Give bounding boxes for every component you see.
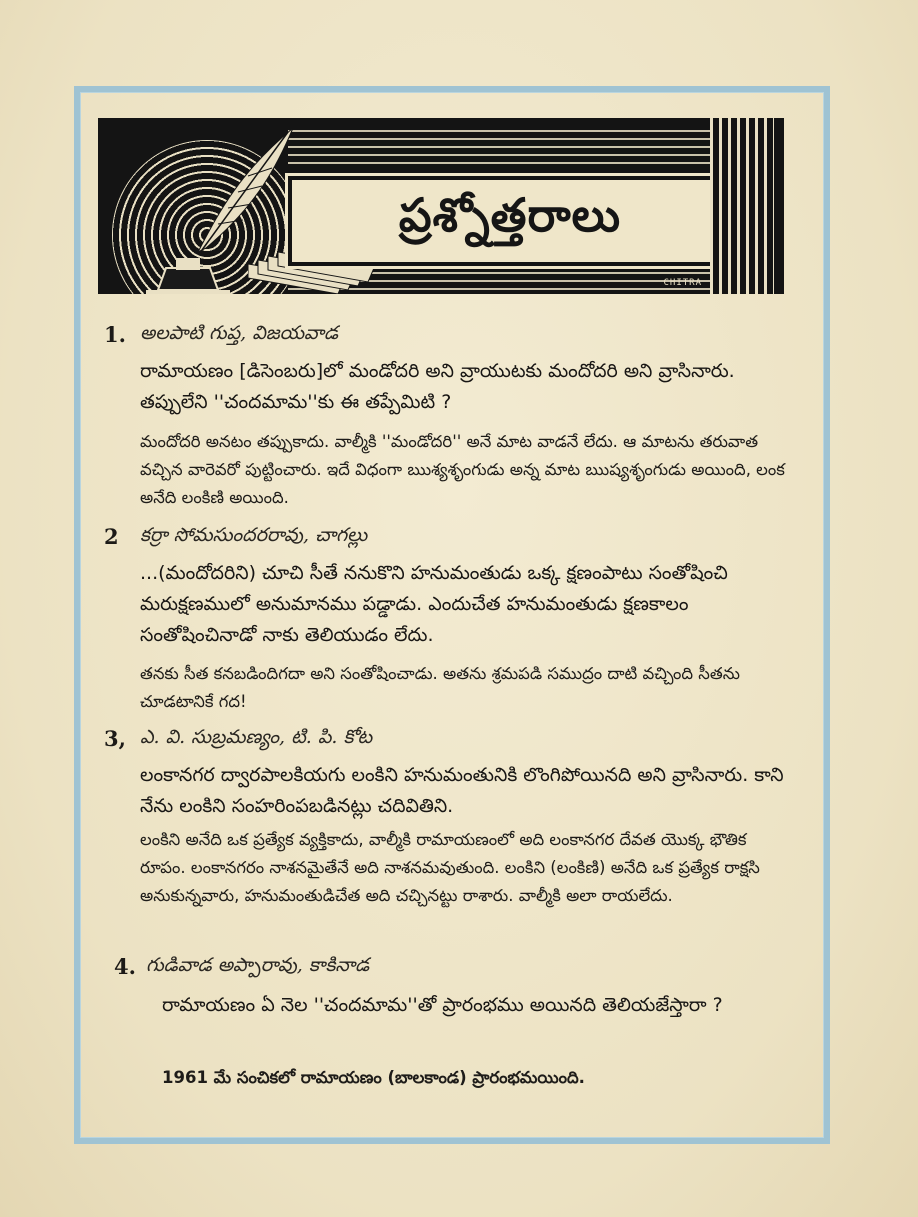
item-asker: కర్రా సోమసుందరరావు, చాగల్లు — [140, 524, 368, 546]
item-number: 4. — [114, 954, 136, 979]
banner-vertical-bars — [710, 118, 774, 294]
item-question: రామాయణం ఏ నెల ''చందమామ''తో ప్రారంభము అయినది తెలియజేస్తారా ? — [162, 994, 723, 1016]
item-asker: గుడివాడ అప్పారావు, కాకినాడ — [146, 954, 370, 976]
quill-icon — [188, 124, 298, 254]
banner-lines-top — [288, 124, 718, 164]
item-asker: ఎ. వి. సుబ్రమణ్యం, టి. పి. కోట — [140, 726, 373, 748]
header-banner — [98, 118, 784, 294]
item-question: రామాయణం [డిసెంబరు]లో మండోదరి అని వ్రాయుటకు మందోదరి అని వ్రాసినారు. తప్పులేని ''చందమామ''కు ఈ తప్పేమిటి ? — [140, 360, 735, 413]
item-answer: తనకు సీత కనబడిందిగదా అని సంతోషించాడు. అతను శ్రమపడి సముద్రం దాటి వచ్చింది సీతను చూడటానికే గద! — [140, 664, 740, 711]
title-box — [288, 176, 732, 266]
item-answer: మందోదరి అనటం తప్పుకాదు. వాల్మీకి ''మండోదరి'' అనే మాట వాడనే లేదు. ఆ మాటను తరువాత వచ్చిన వారెవరో పుట్టించారు. ఇదే విధంగా ఋశ్యశృంగుడు అన్న మాట ఋష్యశృంగుడు అయింది, లంక అనేది లంకిణి అయింది. — [140, 432, 785, 507]
artist-signature: CHITRA — [663, 278, 702, 288]
item-answer: లంకిని అనేది ఒక ప్రత్యేక వ్యక్తికాదు, వాల్మీకి రామాయణంలో అది లంకానగర దేవత యొక్క భౌతిక రూపం. లంకానగరం నాశనమైతేనే అది నాశనమవుతుంది. లంకిని (లంకిణి) అనేది ఒక ప్రత్యేక రాక్షసి అనుకున్నవారు, హనుమంతుడిచేత అది చచ్చినట్టు రాశారు. వాల్మీకి అలా రాయలేదు. — [140, 830, 760, 905]
item-answer: 1961 మే సంచికలో రామాయణం (బాలకాండ) ప్రారంభమయింది. — [162, 1068, 585, 1087]
item-asker: అలపాటి గుప్త, విజయవాడ — [140, 322, 339, 344]
page-title: ప్రశ్నోత్తరాలు — [398, 188, 622, 242]
item-number: 1. — [104, 322, 126, 347]
item-question: లంకానగర ద్వారపాలకియగు లంకిని హనుమంతునికి లొంగిపోయినది అని వ్రాసినారు. కాని నేను లంకిని సంహరింపబడినట్లు చదివితిని. — [140, 764, 784, 817]
item-question: ...(మందోదరిని) చూచి సీతే ననుకొని హనుమంతుడు ఒక్క క్షణంపాటు సంతోషించి మరుక్షణములో అనుమానము పడ్డాడు. ఎందుచేత హనుమంతుడు క్షణకాలం సంతోషించినాడో నాకు తెలియుడం లేదు. — [140, 562, 728, 646]
item-number: 3, — [104, 726, 126, 751]
item-number: 2 — [104, 524, 119, 549]
